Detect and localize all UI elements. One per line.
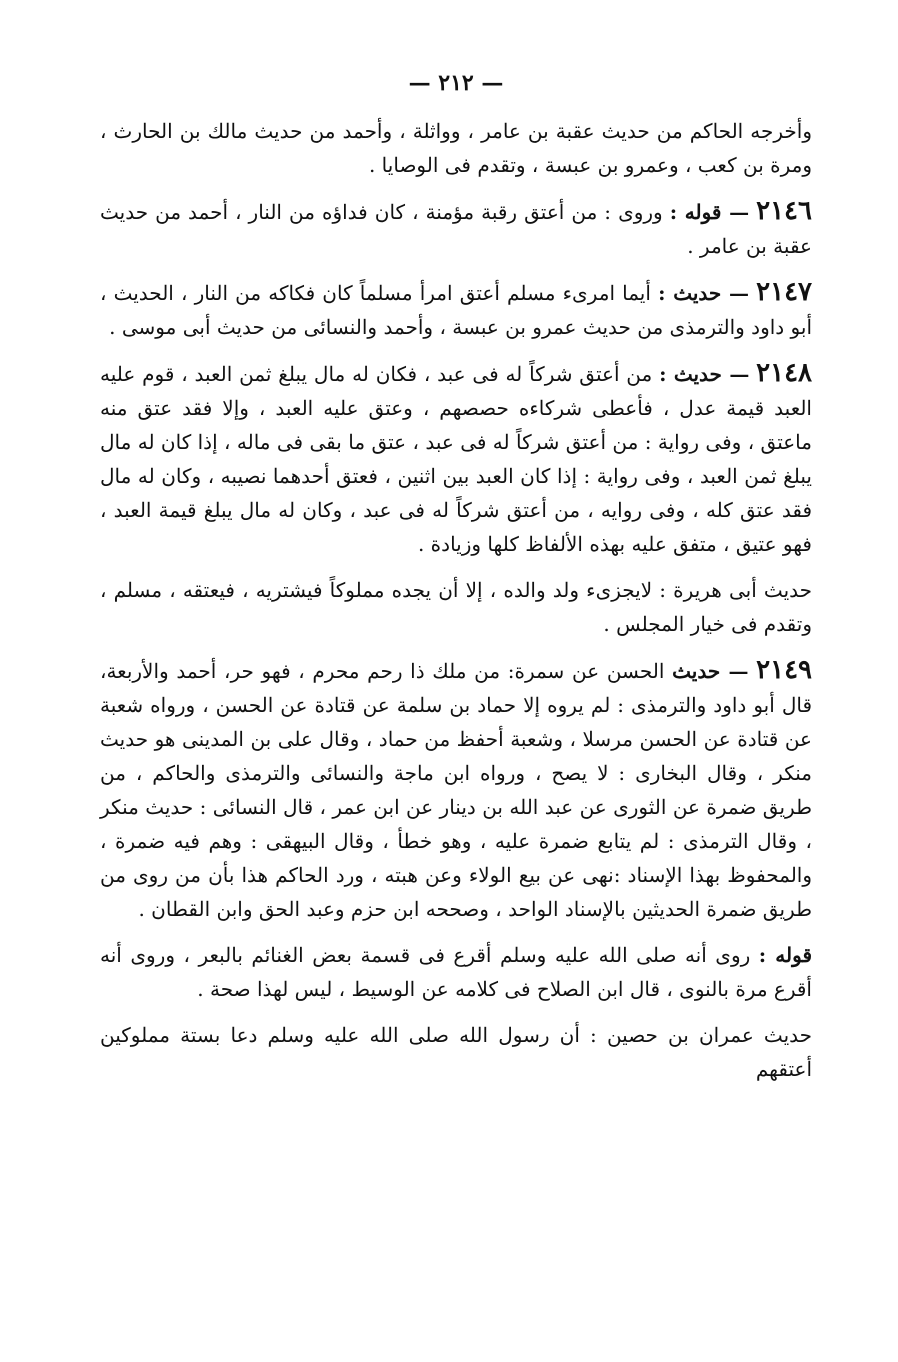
paragraph-continuation [100, 114, 812, 182]
paragraph-qawluhu [100, 938, 812, 1006]
paragraph-text: حديث أبى هريرة : لايجزىء ولد والده ، إلا أن يجده مملوكاً فيشتريه ، فيعتقه ، مسلم ، وتقدم فى خيار المجلس . [100, 578, 812, 636]
paragraph-text: وأخرجه الحاكم من حديث عقبة بن عامر ، وواثلة ، وأحمد من حديث مالك بن الحارث ، ومرة بن كعب ، وعمرو بن عبسة ، وتقدم فى الوصايا . [100, 119, 812, 177]
paragraph-lead: — حديث : [659, 362, 750, 386]
page-number: — ٢١٢ — [408, 70, 504, 96]
paragraph-text: حديث عمران بن حصين : أن رسول الله صلى الله عليه وسلم دعا بستة مملوكين أعتقهم [100, 1023, 812, 1081]
paragraph-text: أيما امرىء مسلم أعتق امرأ مسلماً كان فكاكه من النار ، الحديث ، أبو داود والترمذى من حديث عمرو بن عبسة ، وأحمد والنسائى من حديث أبى موسى . [100, 281, 812, 339]
hadith-number: ٢١٤٧ [756, 277, 813, 307]
paragraph-2146 [100, 194, 812, 263]
paragraph-text: الحسن عن سمرة: من ملك ذا رحم محرم ، فهو حر، أحمد والأربعة، قال أبو داود والترمذى : لم يروه إلا حماد بن سلمة عن قتادة عن الحسن ، ورواه شعبة عن قتادة عن الحسن مرسلا ، وشعبة أحفظ من حماد ، وقال على بن المدينى هو حديث منكر ، وقال البخارى : لا يصح ، ورواه ابن ماجة والنسائى والترمذى والحاكم ، من طريق ضمرة عن الثورى عن عبد الله بن دينار عن ابن عمر ، قال النسائى : حديث منكر ، وقال الترمذى : لم يتابع ضمرة عليه ، وهو خطأ ، وقال البيهقى : وهم فيه ضمرة ، والمحفوظ بهذا الإسناد :نهى عن بيع الولاء وعن هبته ، ورد الحاكم هذا بأن من روى من طريق ضمرة الحديثين بالإسناد الواحد ، وصححه ابن حزم وعبد الحق وابن القطان . [100, 659, 813, 921]
hadith-number: ٢١٤٩ [756, 655, 812, 685]
paragraph-2147 [100, 275, 812, 344]
paragraph-lead: — قوله : [669, 200, 750, 224]
paragraph-text: روى أنه صلى الله عليه وسلم أقرع فى قسمة بعض الغنائم بالبعر ، وروى أنه أقرع مرة بالنوى ، قال ابن الصلاح فى كلامه عن الوسيط ، ليس لهذا صحة . [100, 943, 812, 1001]
paragraph-text: وروى : من أعتق رقبة مؤمنة ، كان فداؤه من النار ، أحمد من حديث عقبة بن عامر . [100, 200, 812, 258]
paragraph-lead: — حديث [672, 659, 749, 683]
paragraph-text: من أعتق شركاً له فى عبد ، فكان له مال يبلغ ثمن العبد ، قوم عليه العبد قيمة عدل ، فأعطى شركاءه حصصهم ، وعتق عليه العبد ، وإلا فقد عتق منه ماعتق ، وفى رواية : من أعتق شركاً له فى عبد ، عتق ما بقى فى ماله ، إذا كان له مال يبلغ ثمن العبد ، وفى رواية : إذا كان العبد بين اثنين ، فعتق أحدهما نصيبه ، وكان له مال فقد عتق كله ، وفى روايه ، من أعتق شركاً له فى عبد ، وكان له مال يبلغ قيمة العبد ، فهو عتيق ، متفق عليه بهذه الألفاظ كلها وزيادة . [100, 362, 812, 556]
hadith-number: ٢١٤٨ [756, 358, 813, 388]
hadith-number: ٢١٤٦ [756, 196, 812, 226]
paragraph-imran [100, 1018, 812, 1086]
paragraph-lead: — حديث : [658, 281, 750, 305]
paragraph-2148 [100, 356, 812, 561]
document-page [100, 70, 812, 1098]
paragraph-lead: قوله : [758, 943, 813, 967]
paragraph-abu-hurayra [100, 573, 812, 641]
paragraph-2149 [100, 653, 812, 926]
